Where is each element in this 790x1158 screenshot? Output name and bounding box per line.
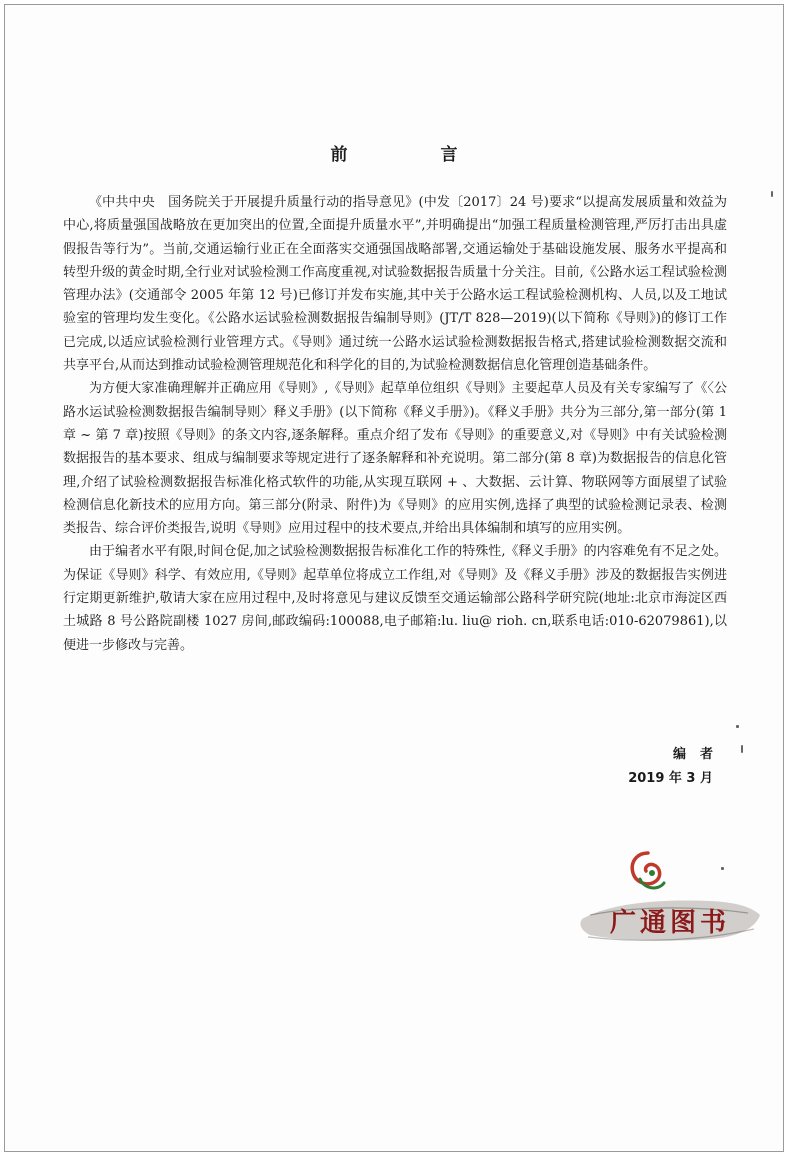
document-page bbox=[4, 4, 784, 1152]
seal-emblem-icon bbox=[632, 853, 664, 888]
signature-block bbox=[628, 743, 727, 791]
scan-speck bbox=[736, 725, 739, 728]
signature-date: 2019 年 3 月 bbox=[628, 771, 713, 786]
paragraph-3: 由于编者水平有限,时间仓促,加之试验检测数据报告标准化工作的特殊性,《释义手册》的内容难免有不足之处。为保证《导则》科学、有效应用,《导则》起草单位将成立工作组,对《导则》及《释义手册》涉及的数据报告实例进行定期更新维护,敬请大家在应用过程中,及时将意见与建议反馈至交通运输部公路科学研究院(地址:北京市海淀区西土城路 8 号公路院副楼 1027 房间,邮政编码:100088,电子邮箱:lu. liu@ rioh. cn,联系电话:010-62079861),以便进一步修改与完善。 bbox=[63, 544, 727, 653]
scan-speck bbox=[741, 745, 743, 753]
scan-speck bbox=[771, 191, 773, 197]
publisher-seal bbox=[570, 827, 770, 977]
paragraph-2: 为方便大家准确理解并正确应用《导则》,《导则》起草单位组织《导则》主要起草人员及有关专家编写了《〈公路水运试验检测数据报告编制导则〉释义手册》(以下简称《释义手册》)。《释义手册》共分为三部分,第一部分(第 1 章 ~ 第 7 章)按照《导则》的条文内容,逐条解释。重点介绍了发布《导则》的重要意义,对《导则》中有关试验检测数据报告的基本要求、组成与编制要求等规定进行了逐条解释和补充说明。第二部分(第 8 章)为数据报告的信息化管理,介绍了试验检测数据报告标准化格式软件的功能,从实现互联网 + 、大数据、云计算、物联网等方面展望了试验检测信息化新技术的应用方向。第三部分(附录、附件)为《导则》的应用实例,选择了典型的试验检测记录表、检测类报告、综合评价类报告,说明《导则》应用过程中的技术要点,并给出具体编制和填写的应用实例。 bbox=[63, 381, 727, 537]
seal-lettering: 广通图书 bbox=[609, 908, 731, 938]
signature-author: 编者 bbox=[672, 747, 727, 762]
page-title: 前 言 bbox=[330, 145, 496, 165]
preface-body bbox=[63, 191, 727, 657]
paragraph-1: 《中共中央 国务院关于开展提升质量行动的指导意见》(中发〔2017〕24 号)要求“以提高发展质量和效益为中心,将质量强国战略放在更加突出的位置,全面提升质量水平”,并明确提出“加强工程质量检测管理,严厉打击出具虚假报告等行为”。当前,交通运输行业正在全面落实交通强国战略部署,交通运输处于基础设施发展、服务水平提高和转型升级的黄金时期,全行业对试验检测工作高度重视,对试验数据报告质量十分关注。目前,《公路水运工程试验检测管理办法》(交通部令 2005 年第 12 号)已修订并发布实施,其中关于公路水运工程试验检测机构、人员,以及工地试验室的管理均发生变化。《公路水运试验检测数据报告编制导则》(JT/T 828—2019)(以下简称《导则》)的修订工作已完成,以适应试验检测行业管理方式。《导则》通过统一公路水运试验检测数据报告格式,搭建试验检测数据交流和共享平台,从而达到推动试验检测管理规范化和科学化的目的,为试验检测数据信息化管理创造基础条件。 bbox=[63, 195, 727, 374]
